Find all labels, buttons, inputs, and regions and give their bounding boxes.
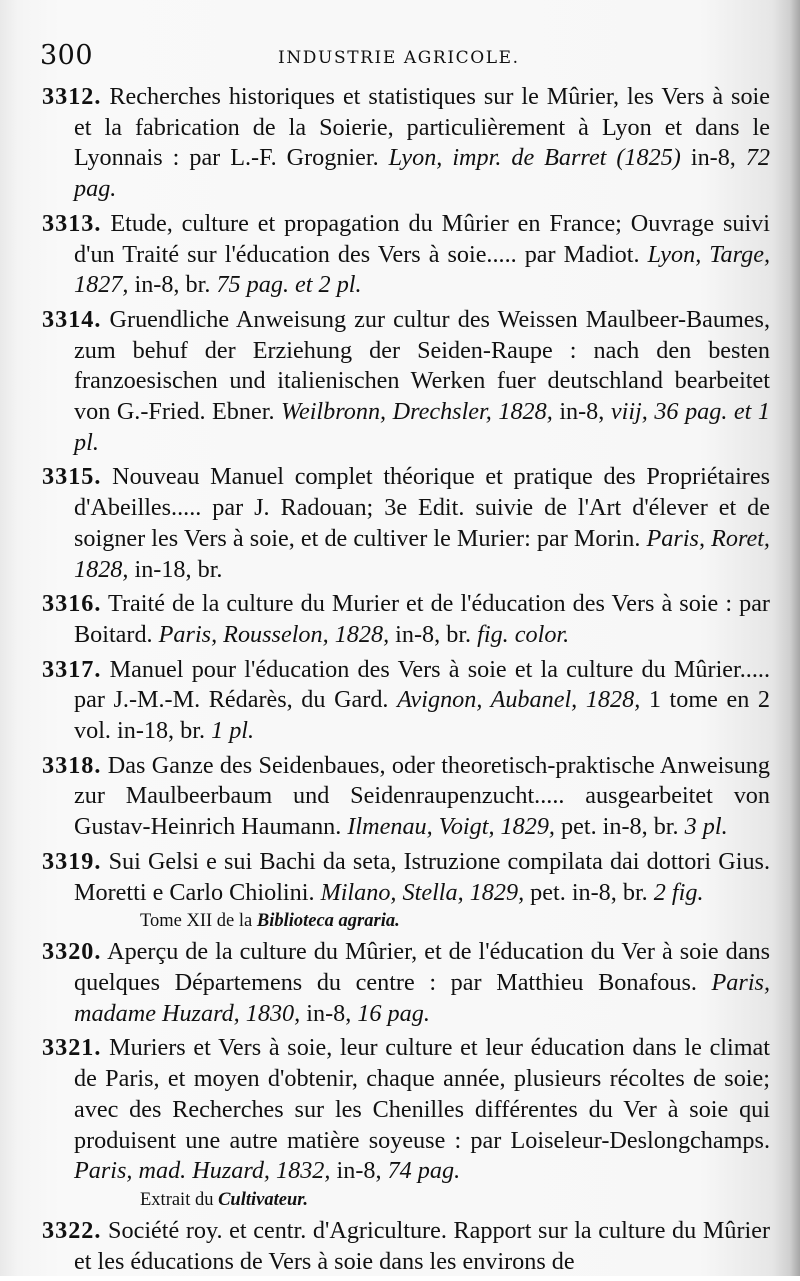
entry-imprint: Paris, madame Huzard, 1830, (74, 968, 770, 1027)
entry-imprint: Weilbronn, Drechsler, 1828, (281, 398, 553, 426)
entry-extent: viij, 36 pag. et 1 pl. (74, 398, 771, 456)
entry-extent: 16 pag. (351, 999, 430, 1027)
page-gutter-shadow (790, 0, 800, 1276)
entry-text: Gruendliche Anweisung zur cultur des Weissen Maulbeer-Baumes, zum behuf der Erziehung der Seiden-Raupe : nach den besten franzoesischen und italienischen Werken fuer deutschland bearbeitet von G.-Fried. Ebner. (74, 305, 770, 426)
entry-text: Société roy. et centr. d'Agriculture. Rapport sur la culture du Mûrier et les éducations de Vers à soie dans les environs de (74, 1216, 771, 1275)
entry-number: 3322. (42, 1216, 102, 1244)
entry-text: Muriers et Vers à soie, leur culture et leur éducation dans le climat de Paris, et moyen d'obtenir, chaque année, plusieurs récoltes de soie; avec des Recherches sur les Chenilles différentes du Ver à soie qui produisent une autre matière soyeuse : par Loiseleur-Deslongchamps. (74, 1034, 771, 1154)
entry-imprint: Paris, Roret, 1828, (74, 524, 770, 583)
entry-number: 3315. (42, 463, 102, 491)
entry-format: in-8, (552, 398, 605, 426)
entry-text: Etude, culture et propagation du Mûrier en France; Ouvrage suivi d'un Traité sur l'éducation des Vers à soie..... par Madiot. (74, 209, 770, 268)
entry-text: Recherches historiques et statistiques sur le Mûrier, les Vers à soie et la fabrication de la Soierie, particulièrement à Lyon et dans le Lyonnais : par L.-F. Grognier. (74, 83, 770, 172)
entry-extent: 3 pl. (678, 813, 728, 841)
entry-format: pet. in-8, br. (554, 813, 679, 841)
entry-format: in-8, (680, 144, 736, 172)
entry-number: 3313. (42, 209, 102, 237)
bibliography-entry-3321 (42, 1033, 770, 1187)
entry-number: 3312. (42, 83, 102, 110)
bibliography-entry-3317 (42, 655, 770, 747)
note-title: Cultivateur. (218, 1189, 309, 1210)
entry-text: Aperçu de la culture du Mûrier, et de l'éducation du Ver à soie dans quelques Départemens du centre : par Matthieu Bonafous. (74, 938, 771, 996)
entry-extent: 75 pag. et 2 pl. (210, 271, 362, 299)
entry-extent: 72 pag. (74, 144, 771, 203)
bibliography-list (42, 82, 770, 1281)
entry-extent: fig. color. (471, 620, 570, 648)
entry-imprint: Lyon, impr. de Barret (1825) (388, 144, 681, 172)
entry-extent: 1 pl. (205, 717, 255, 745)
entry-format: 1 tome en 2 vol. in-18, br. (74, 686, 771, 745)
entry-imprint: Avignon, Aubanel, 1828, (397, 686, 641, 714)
entry-text: Nouveau Manuel complet théorique et pratique des Propriétaires d'Abeilles..... par J. Radouan; 3e Edit. suivie de l'Art d'élever et de soigner les Vers à soie, et de cultiver le Murier: par Morin. (74, 463, 770, 552)
entry-imprint: Milano, Stella, 1829, (320, 878, 525, 906)
entry-number: 3317. (42, 655, 102, 683)
entry-number: 3321. (42, 1034, 102, 1062)
bibliography-entry-3312 (42, 82, 770, 205)
entry-number: 3318. (42, 751, 102, 779)
running-head: INDUSTRIE AGRICOLE. (278, 48, 520, 68)
page-number: 300 (40, 40, 94, 71)
entry-extent: 2 fig. (647, 878, 704, 906)
entry-format: in-8, (330, 1157, 382, 1185)
note-title: Biblioteca agraria. (256, 911, 400, 932)
note-text: Tome XII de la (140, 911, 257, 932)
entry-text: Das Ganze des Seidenbaues, oder theoretisch-praktische Anweisung zur Maulbeerbaum und Seidenraupenzucht..... ausgearbeitet von Gustav-Heinrich Haumann. (74, 751, 770, 841)
bibliography-entry-3314 (42, 305, 770, 459)
bibliography-entry-3320 (42, 937, 770, 1029)
bibliography-entry-3319 (42, 847, 770, 908)
entry-imprint: Lyon, Targe, 1827, (74, 240, 771, 299)
entry-imprint: Paris, mad. Huzard, 1832, (74, 1157, 331, 1185)
entry-text: Manuel pour l'éducation des Vers à soie et la culture du Mûrier..... par J.-M.-M. Rédarès, du Gard. (74, 655, 770, 714)
entry-number: 3320. (42, 938, 102, 966)
entry-text: Traité de la culture du Murier et de l'éducation des Vers à soie : par Boitard. (74, 590, 770, 648)
entry-format: in-8, br. (389, 620, 472, 648)
entry-imprint: Paris, Rousselon, 1828, (158, 620, 390, 648)
entry-number: 3319. (42, 847, 102, 875)
entry-format: in-8, (300, 999, 352, 1027)
bibliography-entry-3322 (42, 1216, 770, 1277)
page-header (40, 38, 780, 78)
bibliography-entry-3316 (42, 589, 770, 650)
entry-text: Sui Gelsi e sui Bachi da seta, Istruzione compilata dai dottori Gius. Moretti e Carlo Chiolini. (74, 847, 771, 906)
entry-note (42, 909, 770, 933)
entry-format: in-18, br. (128, 555, 223, 583)
bibliography-entry-3315 (42, 462, 770, 585)
note-text: Extrait du (140, 1189, 219, 1210)
entry-extent: 74 pag. (381, 1157, 461, 1185)
entry-number: 3316. (42, 590, 102, 618)
entry-imprint: Ilmenau, Voigt, 1829, (347, 813, 555, 841)
entry-note (42, 1188, 770, 1212)
bibliography-entry-3318 (42, 751, 770, 843)
bibliography-entry-3313 (42, 209, 770, 301)
entry-format: in-8, br. (128, 271, 211, 299)
entry-format: pet. in-8, br. (524, 878, 648, 906)
entry-number: 3314. (42, 305, 102, 333)
